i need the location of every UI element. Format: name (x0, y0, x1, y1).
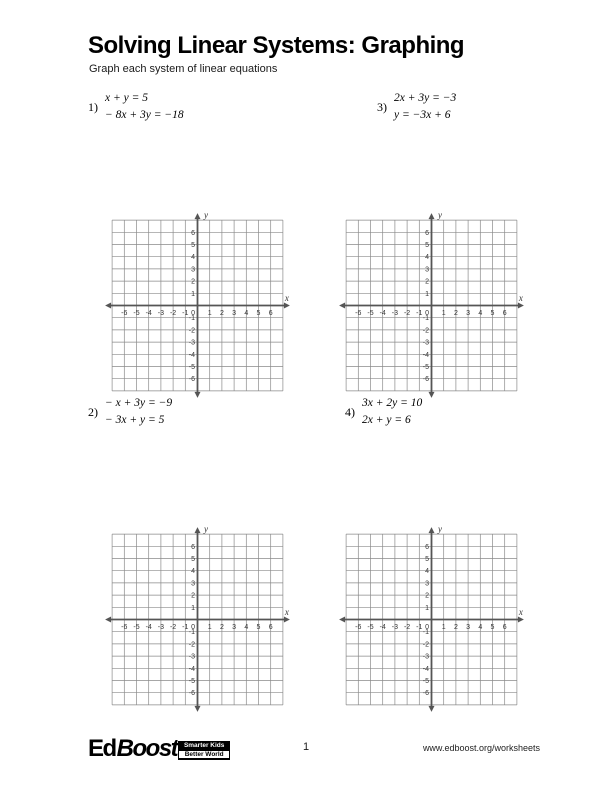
svg-text:0: 0 (191, 624, 195, 631)
svg-text:-6: -6 (422, 690, 429, 698)
svg-text:-3: -3 (391, 310, 399, 317)
svg-text:-2: -2 (403, 624, 411, 631)
equation: − 3x + y = 5 (105, 414, 165, 426)
svg-text:-6: -6 (188, 690, 195, 698)
svg-text:2: 2 (219, 624, 224, 631)
svg-text:1: 1 (425, 290, 429, 298)
svg-text:4: 4 (425, 254, 429, 262)
svg-text:y: y (438, 210, 442, 221)
svg-text:x: x (284, 293, 289, 303)
svg-text:-4: -4 (422, 665, 429, 673)
svg-text:-1: -1 (188, 629, 195, 637)
svg-text:3: 3 (425, 266, 429, 274)
svg-text:4: 4 (425, 568, 429, 576)
logo-tagline-line1: Smarter Kids (178, 741, 230, 750)
svg-text:0: 0 (425, 310, 429, 317)
svg-text:-4: -4 (379, 310, 386, 317)
svg-text:0: 0 (425, 624, 429, 631)
svg-text:-5: -5 (133, 624, 140, 631)
svg-text:x: x (518, 607, 523, 617)
svg-text:-3: -3 (157, 310, 165, 317)
svg-text:-4: -4 (422, 351, 429, 359)
page-subtitle: Graph each system of linear equations (89, 63, 278, 75)
coordinate-grid-3 (102, 524, 293, 715)
svg-text:4: 4 (191, 254, 195, 262)
svg-text:2: 2 (425, 278, 429, 286)
svg-text:1: 1 (207, 310, 212, 317)
svg-text:5: 5 (490, 310, 495, 317)
svg-text:2: 2 (191, 592, 195, 600)
svg-text:-5: -5 (188, 364, 195, 371)
svg-text:y: y (204, 524, 208, 535)
logo-boost-text: Boost (116, 735, 178, 762)
svg-text:1: 1 (191, 604, 195, 612)
svg-text:4: 4 (244, 310, 249, 317)
svg-text:4: 4 (244, 624, 249, 631)
svg-text:-6: -6 (121, 310, 128, 317)
equation: x + y = 5 (105, 92, 148, 104)
svg-text:-5: -5 (133, 310, 140, 317)
equation: − 8x + 3y = −18 (105, 109, 184, 121)
svg-text:3: 3 (232, 624, 237, 631)
svg-text:-6: -6 (188, 376, 195, 384)
svg-text:x: x (518, 293, 523, 303)
svg-text:5: 5 (256, 624, 261, 631)
svg-text:2: 2 (453, 310, 458, 317)
svg-text:-1: -1 (182, 624, 189, 631)
svg-text:-2: -2 (188, 327, 195, 335)
svg-text:6: 6 (502, 624, 507, 631)
svg-text:-6: -6 (121, 624, 128, 631)
problem-number: 2) (88, 404, 98, 419)
svg-text:3: 3 (466, 310, 471, 317)
equation: 2x + y = 6 (362, 414, 411, 426)
equation: y = −3x + 6 (394, 109, 451, 121)
svg-text:-3: -3 (188, 339, 195, 347)
problem-number: 1) (88, 99, 98, 114)
problem-3 (377, 90, 456, 124)
svg-text:-2: -2 (422, 641, 429, 649)
svg-text:x: x (284, 607, 289, 617)
page-number: 1 (302, 741, 310, 753)
svg-text:-3: -3 (391, 624, 399, 631)
page-title: Solving Linear Systems: Graphing (88, 32, 465, 59)
svg-text:3: 3 (191, 580, 195, 588)
svg-text:-4: -4 (188, 351, 195, 359)
svg-text:-2: -2 (169, 310, 177, 317)
svg-text:6: 6 (425, 229, 429, 237)
svg-text:-4: -4 (188, 665, 195, 673)
svg-text:-1: -1 (416, 624, 423, 631)
svg-text:1: 1 (191, 290, 195, 298)
logo-ed-text: Ed (88, 735, 116, 762)
equation: 2x + 3y = −3 (394, 92, 457, 104)
svg-text:-2: -2 (403, 310, 411, 317)
svg-text:4: 4 (478, 310, 483, 317)
coordinate-grid-4 (336, 524, 527, 715)
equation: 3x + 2y = 10 (362, 397, 423, 409)
svg-text:3: 3 (191, 266, 195, 274)
svg-text:2: 2 (219, 310, 224, 317)
website-url: www.edboost.org/worksheets (422, 743, 540, 753)
svg-text:3: 3 (232, 310, 237, 317)
svg-text:-1: -1 (422, 629, 429, 637)
svg-text:4: 4 (191, 568, 195, 576)
equation: − x + 3y = −9 (105, 397, 173, 409)
svg-text:-1: -1 (188, 315, 195, 323)
svg-text:5: 5 (425, 556, 429, 563)
svg-text:-1: -1 (182, 310, 189, 317)
svg-text:3: 3 (466, 624, 471, 631)
svg-text:-5: -5 (422, 678, 429, 685)
svg-text:6: 6 (268, 310, 273, 317)
svg-text:1: 1 (425, 604, 429, 612)
svg-text:6: 6 (268, 624, 273, 631)
coordinate-grid-2 (336, 210, 527, 401)
svg-text:-6: -6 (355, 624, 362, 631)
svg-text:-3: -3 (188, 653, 195, 661)
svg-text:-1: -1 (422, 315, 429, 323)
svg-text:y: y (204, 210, 208, 221)
svg-text:-5: -5 (367, 310, 374, 317)
svg-text:-4: -4 (379, 624, 386, 631)
svg-text:-4: -4 (145, 624, 152, 631)
svg-text:2: 2 (191, 278, 195, 286)
svg-text:y: y (438, 524, 442, 535)
svg-text:-5: -5 (367, 624, 374, 631)
svg-text:3: 3 (425, 580, 429, 588)
svg-text:2: 2 (425, 592, 429, 600)
svg-text:-2: -2 (422, 327, 429, 335)
problem-1 (88, 90, 184, 124)
svg-text:-2: -2 (169, 624, 177, 631)
svg-text:-3: -3 (422, 653, 429, 661)
svg-text:6: 6 (502, 310, 507, 317)
logo-tagline-line2: Better World (178, 750, 230, 758)
svg-text:1: 1 (441, 624, 446, 631)
svg-text:5: 5 (425, 242, 429, 249)
svg-text:6: 6 (191, 229, 195, 237)
svg-text:6: 6 (425, 543, 429, 551)
svg-text:-3: -3 (422, 339, 429, 347)
svg-text:-6: -6 (355, 310, 362, 317)
svg-text:-2: -2 (188, 641, 195, 649)
problem-number: 3) (377, 99, 387, 114)
svg-text:0: 0 (191, 310, 195, 317)
svg-text:6: 6 (191, 543, 195, 551)
svg-text:5: 5 (256, 310, 261, 317)
svg-text:1: 1 (441, 310, 446, 317)
svg-text:5: 5 (191, 556, 195, 563)
svg-text:4: 4 (478, 624, 483, 631)
svg-text:-5: -5 (188, 678, 195, 685)
svg-text:1: 1 (207, 624, 212, 631)
svg-text:2: 2 (453, 624, 458, 631)
svg-text:-6: -6 (422, 376, 429, 384)
svg-text:-1: -1 (416, 310, 423, 317)
svg-text:-5: -5 (422, 364, 429, 371)
svg-text:5: 5 (490, 624, 495, 631)
svg-text:-4: -4 (145, 310, 152, 317)
problem-number: 4) (345, 404, 355, 419)
coordinate-grid-1 (102, 210, 293, 401)
svg-text:-3: -3 (157, 624, 165, 631)
svg-text:5: 5 (191, 242, 195, 249)
